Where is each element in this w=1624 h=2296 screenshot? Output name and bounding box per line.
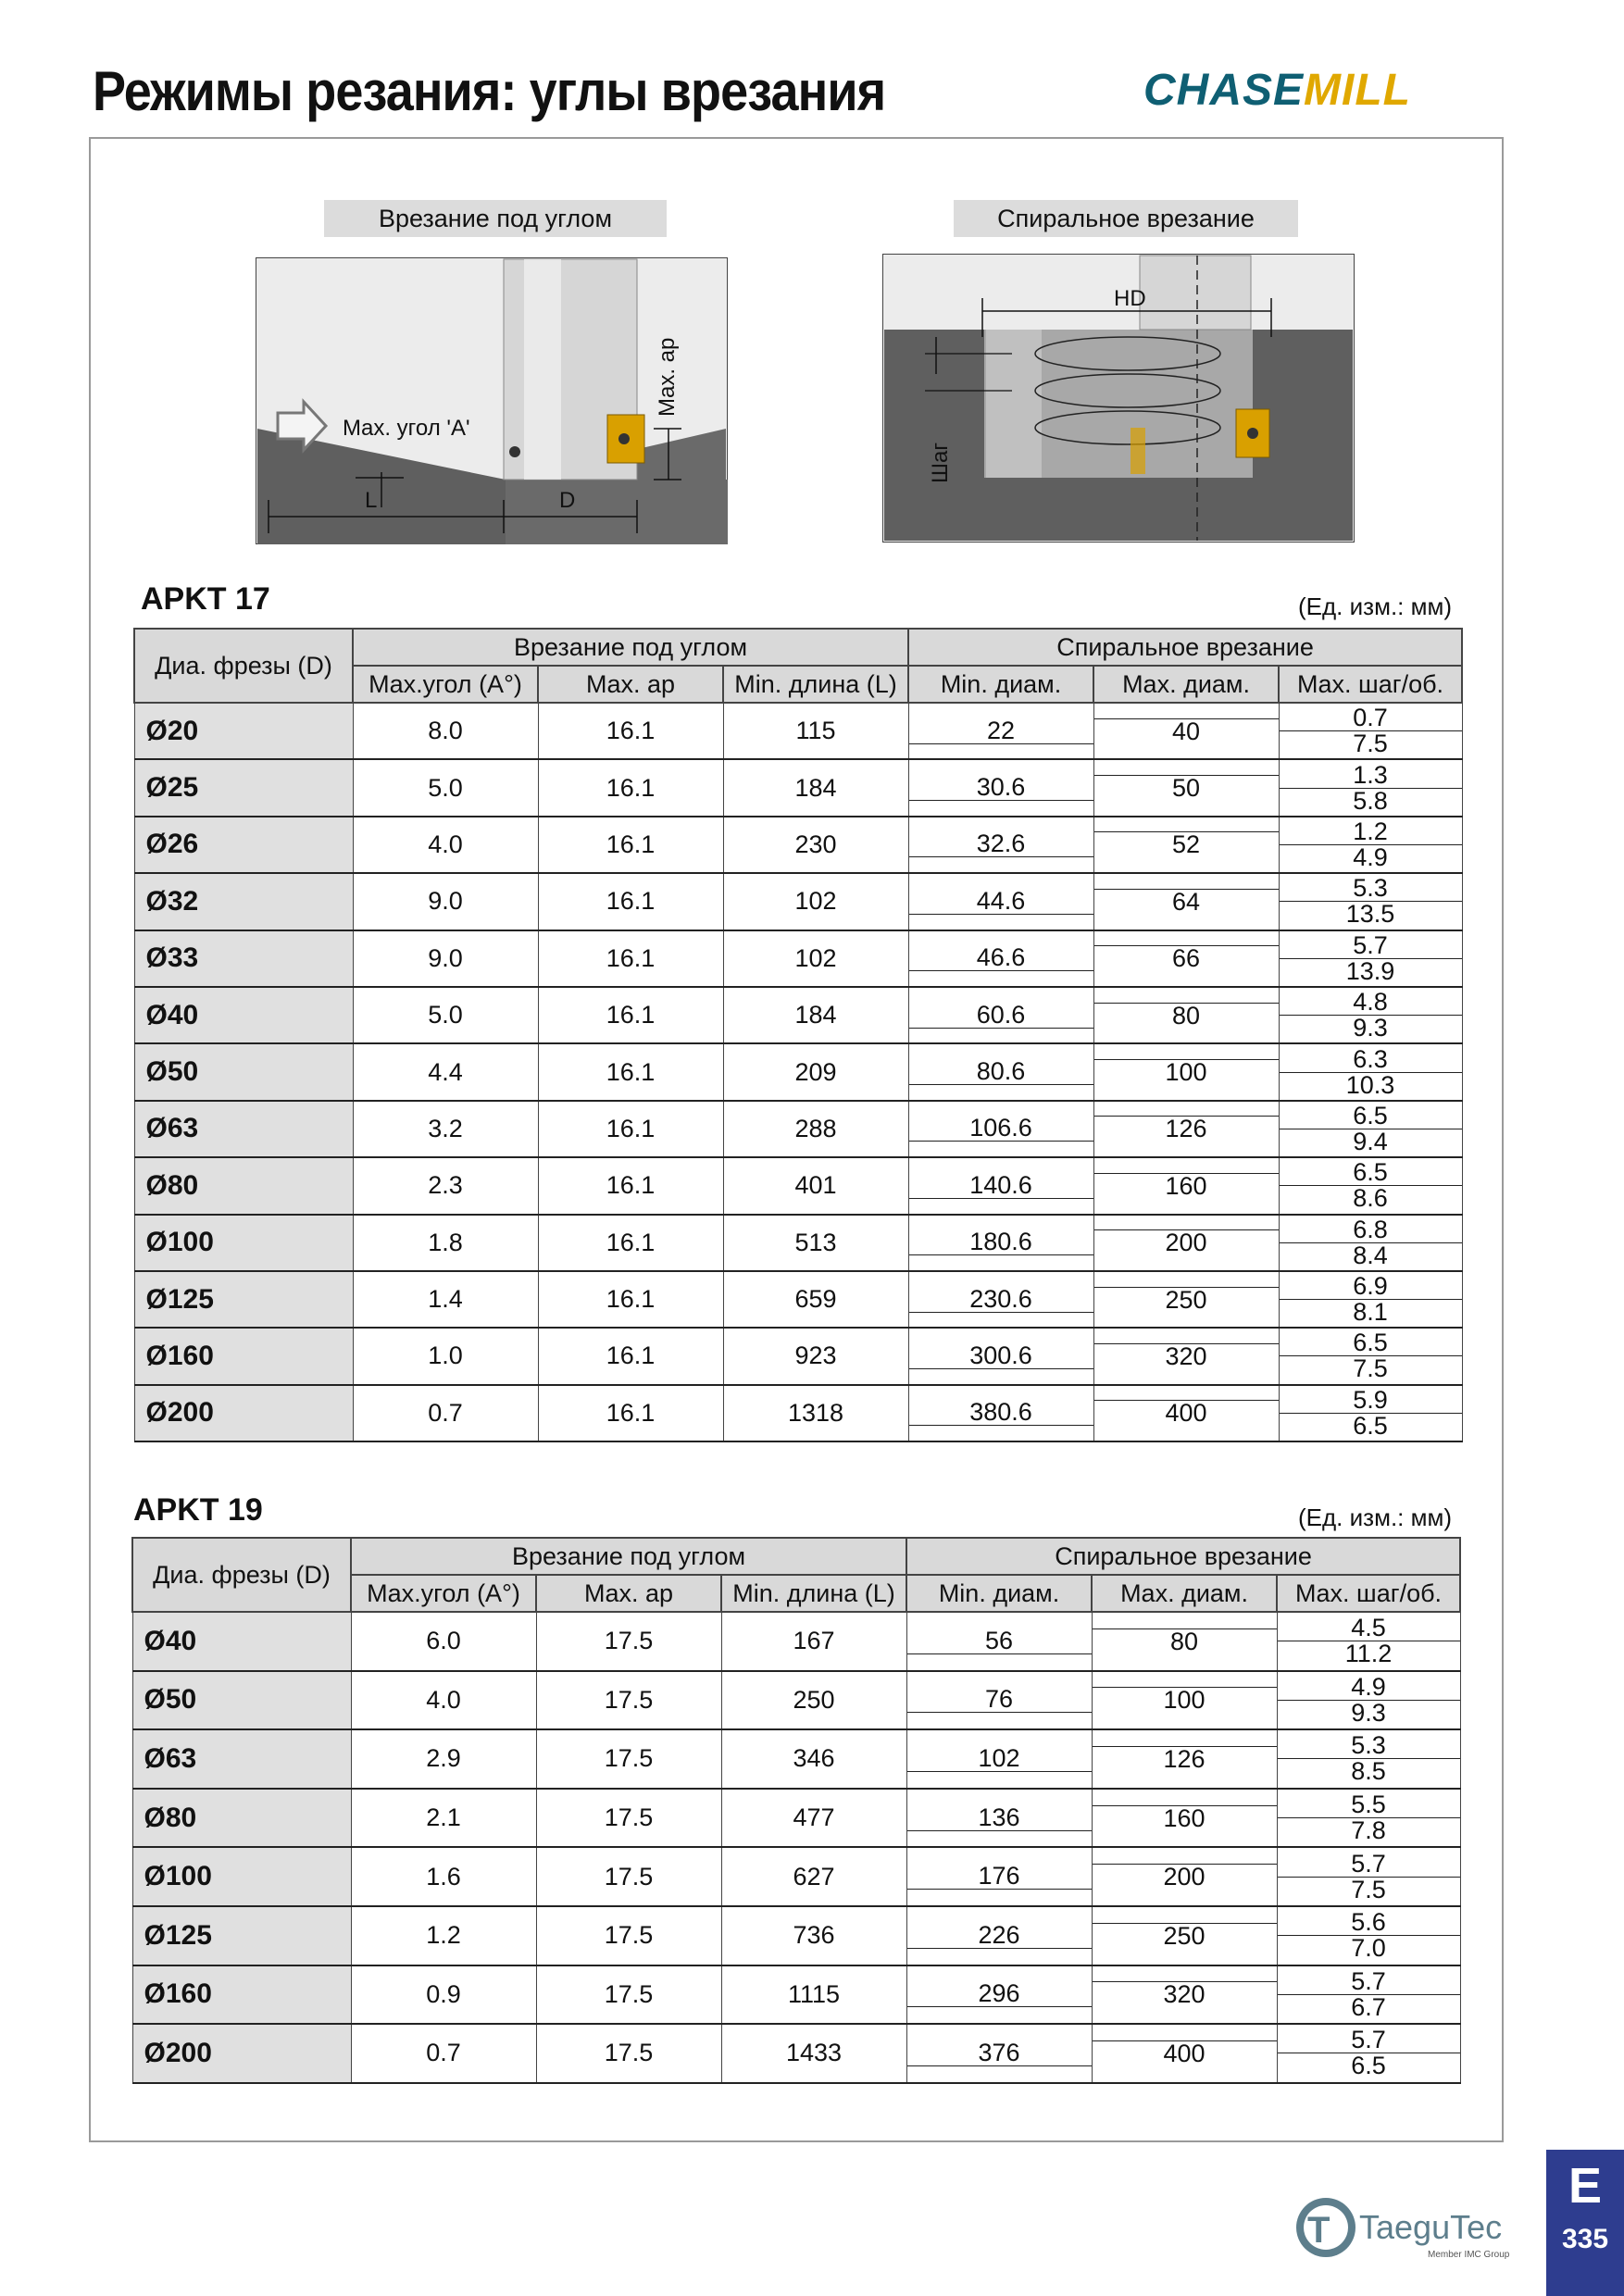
- max-angle-value: 2.1: [351, 1789, 536, 1848]
- cutter-diameter: Ø40: [132, 1612, 351, 1671]
- pitch-min-value: 0.7: [1280, 705, 1462, 731]
- max-dia-value: 200: [1165, 1229, 1207, 1257]
- pitch-cell: [1279, 817, 1462, 873]
- cutter-diameter: Ø100: [134, 1215, 353, 1271]
- max-ap-value: 16.1: [538, 1328, 723, 1384]
- table-row: [134, 930, 1462, 987]
- max-dia-cell: [1093, 930, 1279, 987]
- min-length-value: 627: [721, 1847, 906, 1906]
- max-angle-value: 0.7: [353, 1385, 538, 1441]
- min-dia-cell: [908, 759, 1093, 816]
- header-min-length: Min. длина (L): [723, 666, 908, 703]
- header-max-dia: Max. диам.: [1092, 1575, 1277, 1612]
- max-dia-cell: [1092, 1612, 1277, 1671]
- header-max-dia: Max. диам.: [1093, 666, 1279, 703]
- pitch-max-value: 7.5: [1353, 730, 1388, 758]
- max-ap-value: 16.1: [538, 987, 723, 1043]
- pitch-max-value: 7.8: [1351, 1816, 1386, 1845]
- taegutec-logo-name: TaeguTec: [1359, 2208, 1503, 2246]
- min-length-value: 167: [721, 1612, 906, 1671]
- pitch-max-value: 10.3: [1345, 1070, 1395, 1099]
- table-row: [134, 1385, 1462, 1441]
- max-angle-value: 4.4: [353, 1043, 538, 1100]
- table-row: [134, 817, 1462, 873]
- min-dia-value: 46.6: [909, 945, 1093, 971]
- min-dia-value: 76: [907, 1687, 1092, 1713]
- max-dia-cell: [1093, 1157, 1279, 1214]
- min-length-value: 102: [723, 873, 908, 930]
- max-dia-value: 80: [1172, 1001, 1201, 1029]
- pitch-cell: [1279, 1043, 1462, 1100]
- min-dia-cell: [908, 1271, 1093, 1328]
- header-max-ap: Max. ap: [538, 666, 723, 703]
- pitch-cell: [1277, 1729, 1460, 1789]
- pitch-cell: [1277, 1671, 1460, 1730]
- min-dia-value: 380.6: [909, 1400, 1093, 1426]
- max-angle-value: 0.9: [351, 1965, 536, 2025]
- pitch-cell: [1279, 987, 1462, 1043]
- max-ap-value: 16.1: [538, 873, 723, 930]
- pitch-cell: [1277, 1847, 1460, 1906]
- logo-text-mill: MILL: [1304, 66, 1411, 115]
- pitch-cell: [1279, 1215, 1462, 1271]
- pitch-min-value: 1.2: [1280, 819, 1462, 845]
- max-ap-value: 16.1: [538, 1043, 723, 1100]
- max-ap-value: 16.1: [538, 1271, 723, 1328]
- cutter-diameter: Ø125: [132, 1906, 351, 1965]
- cutter-diameter: Ø80: [134, 1157, 353, 1214]
- max-dia-cell: [1092, 1965, 1277, 2025]
- min-dia-cell: [908, 1328, 1093, 1384]
- max-dia-value: 80: [1170, 1627, 1199, 1655]
- min-dia-cell: [906, 1671, 1092, 1730]
- header-max-angle: Max.угол (A°): [353, 666, 538, 703]
- diameter-d-label: D: [559, 488, 576, 513]
- pitch-min-value: 5.3: [1278, 1733, 1460, 1759]
- pitch-cell: [1279, 1328, 1462, 1384]
- header-min-dia: Min. диам.: [908, 666, 1093, 703]
- max-dia-cell: [1093, 1215, 1279, 1271]
- length-l-label: L: [365, 488, 378, 513]
- max-ap-value: 17.5: [536, 1965, 721, 2025]
- section-letter: E: [1568, 2158, 1603, 2214]
- pitch-min-value: 4.8: [1280, 990, 1462, 1016]
- header-max-pitch: Max. шаг/об.: [1279, 666, 1462, 703]
- pitch-cell: [1279, 1271, 1462, 1328]
- max-dia-value: 160: [1163, 1803, 1206, 1832]
- header-max-pitch: Max. шаг/об.: [1277, 1575, 1460, 1612]
- max-dia-cell: [1093, 1385, 1279, 1441]
- min-dia-cell: [906, 1847, 1092, 1906]
- table-row: [134, 1157, 1462, 1214]
- ramping-diagram: [256, 257, 728, 544]
- max-dia-cell: [1093, 1328, 1279, 1384]
- table-row: [132, 1671, 1460, 1730]
- min-length-value: 1433: [721, 2024, 906, 2083]
- header-helix-group: Спиральное врезание: [908, 629, 1462, 666]
- pitch-max-value: 6.5: [1353, 1411, 1388, 1440]
- max-dia-cell: [1093, 759, 1279, 816]
- pitch-max-value: 7.5: [1353, 1354, 1388, 1383]
- min-dia-cell: [908, 873, 1093, 930]
- min-dia-cell: [908, 1043, 1093, 1100]
- max-ap-value: 17.5: [536, 2024, 721, 2083]
- min-dia-cell: [906, 1729, 1092, 1789]
- table-row: [132, 1965, 1460, 2025]
- max-angle-value: 8.0: [353, 703, 538, 759]
- min-length-value: 115: [723, 703, 908, 759]
- min-dia-value: 22: [909, 718, 1093, 744]
- min-dia-cell: [908, 1385, 1093, 1441]
- min-length-value: 230: [723, 817, 908, 873]
- min-dia-value: 102: [907, 1746, 1092, 1772]
- max-dia-value: 66: [1172, 944, 1201, 973]
- max-angle-label: Max. угол 'A': [343, 416, 470, 441]
- taegutec-logo: [1289, 2183, 1520, 2266]
- ramping-caption: Врезание под углом: [324, 200, 667, 237]
- min-dia-value: 44.6: [909, 889, 1093, 915]
- table2-units: (Ед. изм.: мм): [1298, 1504, 1453, 1531]
- table-row: [132, 1789, 1460, 1848]
- min-dia-value: 136: [907, 1805, 1092, 1831]
- pitch-min-value: 5.5: [1278, 1792, 1460, 1818]
- table-row: [134, 759, 1462, 816]
- min-dia-value: 300.6: [909, 1343, 1093, 1369]
- pitch-cell: [1277, 1965, 1460, 2025]
- max-dia-cell: [1092, 1847, 1277, 1906]
- max-dia-cell: [1093, 1271, 1279, 1328]
- min-length-value: 346: [721, 1729, 906, 1789]
- min-dia-value: 30.6: [909, 775, 1093, 801]
- cutter-diameter: Ø26: [134, 817, 353, 873]
- pitch-max-value: 4.9: [1353, 842, 1388, 871]
- cutter-diameter: Ø125: [134, 1271, 353, 1328]
- max-dia-value: 100: [1165, 1058, 1207, 1087]
- chasemill-logo: [1143, 65, 1514, 130]
- table-row: [132, 2024, 1460, 2083]
- table1-title: APKT 17: [141, 581, 270, 617]
- max-angle-value: 3.2: [353, 1101, 538, 1157]
- header-helix-group: Спиральное врезание: [906, 1538, 1460, 1575]
- max-dia-cell: [1093, 1101, 1279, 1157]
- max-angle-value: 0.7: [351, 2024, 536, 2083]
- max-ap-value: 16.1: [538, 1157, 723, 1214]
- min-dia-value: 32.6: [909, 831, 1093, 857]
- header-min-dia: Min. диам.: [906, 1575, 1092, 1612]
- table2-title: APKT 19: [133, 1492, 263, 1528]
- pitch-cell: [1279, 873, 1462, 930]
- max-dia-value: 250: [1163, 1921, 1206, 1950]
- max-dia-value: 126: [1165, 1115, 1207, 1143]
- pitch-min-value: 6.5: [1280, 1160, 1462, 1186]
- header-dia: Диа. фрезы (D): [132, 1538, 351, 1612]
- header-max-ap: Max. ap: [536, 1575, 721, 1612]
- pitch-min-value: 5.7: [1278, 1852, 1460, 1878]
- pitch-min-value: 1.3: [1280, 763, 1462, 789]
- max-dia-value: 50: [1172, 774, 1201, 803]
- pitch-max-value: 13.9: [1345, 956, 1395, 985]
- pitch-cell: [1279, 1157, 1462, 1214]
- max-dia-cell: [1092, 1671, 1277, 1730]
- max-dia-value: 64: [1172, 887, 1201, 916]
- max-dia-value: 250: [1165, 1285, 1207, 1314]
- min-length-value: 1318: [723, 1385, 908, 1441]
- pitch-max-value: 7.0: [1351, 1934, 1386, 1963]
- max-ap-value: 17.5: [536, 1789, 721, 1848]
- max-angle-value: 4.0: [353, 817, 538, 873]
- table1-units: (Ед. изм.: мм): [1298, 593, 1453, 620]
- table-row: [134, 1101, 1462, 1157]
- max-dia-cell: [1092, 1789, 1277, 1848]
- min-dia-value: 176: [907, 1864, 1092, 1890]
- min-length-value: 102: [723, 930, 908, 987]
- table-row: [134, 1328, 1462, 1384]
- pitch-min-value: 6.8: [1280, 1217, 1462, 1243]
- page-number: 335: [1561, 2224, 1609, 2254]
- max-angle-value: 5.0: [353, 759, 538, 816]
- max-angle-value: 1.4: [353, 1271, 538, 1328]
- pitch-min-value: 5.3: [1280, 876, 1462, 902]
- cutter-diameter: Ø33: [134, 930, 353, 987]
- table-row: [134, 1043, 1462, 1100]
- cutter-diameter: Ø160: [132, 1965, 351, 2025]
- pitch-cell: [1279, 703, 1462, 759]
- min-dia-cell: [908, 1215, 1093, 1271]
- min-length-value: 184: [723, 987, 908, 1043]
- max-angle-value: 2.3: [353, 1157, 538, 1214]
- pitch-cell: [1279, 1385, 1462, 1441]
- apkt19-table: [131, 1537, 1461, 2084]
- cutter-diameter: Ø20: [134, 703, 353, 759]
- max-angle-value: 4.0: [351, 1671, 536, 1730]
- min-dia-cell: [908, 1157, 1093, 1214]
- max-dia-value: 400: [1165, 1399, 1207, 1428]
- max-ap-value: 16.1: [538, 1101, 723, 1157]
- pitch-max-value: 11.2: [1344, 1640, 1393, 1668]
- min-dia-value: 376: [907, 2040, 1092, 2066]
- header-ramp-group: Врезание под углом: [353, 629, 908, 666]
- cutter-diameter: Ø25: [134, 759, 353, 816]
- min-dia-cell: [908, 930, 1093, 987]
- max-ap-value: 17.5: [536, 1847, 721, 1906]
- pitch-min-value: 6.9: [1280, 1274, 1462, 1300]
- table-row: [134, 873, 1462, 930]
- min-length-value: 250: [721, 1671, 906, 1730]
- hd-label: HD: [1114, 286, 1146, 311]
- section-tab: [1546, 2150, 1624, 2296]
- max-dia-value: 52: [1172, 830, 1201, 859]
- min-length-value: 477: [721, 1789, 906, 1848]
- min-dia-value: 106.6: [909, 1116, 1093, 1142]
- pitch-max-value: 6.7: [1351, 1992, 1386, 2021]
- cutter-diameter: Ø50: [132, 1671, 351, 1730]
- max-dia-cell: [1093, 703, 1279, 759]
- header-max-angle: Max.угол (A°): [351, 1575, 536, 1612]
- pitch-min-value: 5.7: [1280, 933, 1462, 959]
- max-ap-value: 16.1: [538, 759, 723, 816]
- cutter-diameter: Ø200: [134, 1385, 353, 1441]
- cutter-diameter: Ø63: [134, 1101, 353, 1157]
- table-row: [132, 1847, 1460, 1906]
- pitch-max-value: 8.5: [1351, 1757, 1386, 1786]
- header-dia: Диа. фрезы (D): [134, 629, 353, 703]
- max-ap-value: 16.1: [538, 703, 723, 759]
- max-dia-cell: [1093, 817, 1279, 873]
- apkt17-body: [134, 703, 1462, 1441]
- max-ap-label: Max. ap: [655, 337, 680, 417]
- table-row: [132, 1612, 1460, 1671]
- min-length-value: 209: [723, 1043, 908, 1100]
- cutter-diameter: Ø63: [132, 1729, 351, 1789]
- cutter-diameter: Ø40: [134, 987, 353, 1043]
- min-dia-cell: [906, 1612, 1092, 1671]
- min-length-value: 401: [723, 1157, 908, 1214]
- svg-text:T: T: [1307, 2210, 1330, 2251]
- max-dia-value: 200: [1163, 1863, 1206, 1891]
- pitch-min-value: 5.7: [1278, 2028, 1460, 2053]
- pitch-cell: [1279, 1101, 1462, 1157]
- min-dia-value: 140.6: [909, 1173, 1093, 1199]
- pitch-max-value: 5.8: [1353, 786, 1388, 815]
- min-dia-value: 56: [907, 1628, 1092, 1654]
- table-row: [134, 703, 1462, 759]
- pitch-cell: [1277, 1612, 1460, 1671]
- min-length-value: 923: [723, 1328, 908, 1384]
- pitch-cell: [1277, 2024, 1460, 2083]
- header-min-length: Min. длина (L): [721, 1575, 906, 1612]
- max-dia-value: 320: [1163, 1980, 1206, 2009]
- min-length-value: 513: [723, 1215, 908, 1271]
- pitch-min-value: 6.5: [1280, 1104, 1462, 1129]
- min-dia-cell: [906, 1906, 1092, 1965]
- max-dia-value: 400: [1163, 2039, 1206, 2067]
- max-dia-cell: [1092, 1729, 1277, 1789]
- min-dia-cell: [908, 703, 1093, 759]
- apkt19-body: [132, 1612, 1460, 2083]
- min-dia-value: 80.6: [909, 1059, 1093, 1085]
- cutter-diameter: Ø32: [134, 873, 353, 930]
- pitch-min-value: 6.5: [1280, 1330, 1462, 1356]
- min-dia-value: 226: [907, 1923, 1092, 1949]
- max-angle-value: 5.0: [353, 987, 538, 1043]
- cutter-diameter: Ø100: [132, 1847, 351, 1906]
- max-ap-value: 16.1: [538, 817, 723, 873]
- pitch-max-value: 8.6: [1353, 1184, 1388, 1213]
- max-ap-value: 17.5: [536, 1729, 721, 1789]
- min-dia-value: 230.6: [909, 1287, 1093, 1313]
- max-ap-value: 17.5: [536, 1671, 721, 1730]
- apkt17-table: [133, 628, 1463, 1442]
- pitch-max-value: 13.5: [1345, 900, 1395, 929]
- max-ap-value: 17.5: [536, 1612, 721, 1671]
- cutter-diameter: Ø50: [134, 1043, 353, 1100]
- max-angle-value: 9.0: [353, 873, 538, 930]
- table-row: [134, 1271, 1462, 1328]
- pitch-max-value: 9.3: [1351, 1698, 1386, 1727]
- max-dia-value: 160: [1165, 1171, 1207, 1200]
- pitch-min-value: 4.5: [1278, 1616, 1460, 1641]
- pitch-cell: [1277, 1906, 1460, 1965]
- min-length-value: 736: [721, 1906, 906, 1965]
- table-row: [134, 1215, 1462, 1271]
- max-angle-value: 6.0: [351, 1612, 536, 1671]
- max-dia-cell: [1092, 2024, 1277, 2083]
- pitch-cell: [1279, 930, 1462, 987]
- max-dia-value: 126: [1163, 1744, 1206, 1773]
- pitch-max-value: 8.4: [1353, 1241, 1388, 1269]
- min-length-value: 184: [723, 759, 908, 816]
- min-length-value: 288: [723, 1101, 908, 1157]
- pitch-max-value: 9.3: [1353, 1014, 1388, 1042]
- min-length-value: 659: [723, 1271, 908, 1328]
- max-dia-value: 40: [1172, 717, 1201, 745]
- max-ap-value: 17.5: [536, 1906, 721, 1965]
- pitch-min-value: 4.9: [1278, 1675, 1460, 1701]
- logo-text-chase: CHASE: [1143, 66, 1305, 115]
- header-ramp-group: Врезание под углом: [351, 1538, 906, 1575]
- min-dia-cell: [906, 2024, 1092, 2083]
- pitch-min-value: 5.9: [1280, 1388, 1462, 1414]
- max-dia-value: 100: [1163, 1686, 1206, 1715]
- max-dia-cell: [1093, 873, 1279, 930]
- taegutec-logo-sub: Member IMC Group: [1428, 2250, 1510, 2260]
- pitch-cell: [1279, 759, 1462, 816]
- pitch-max-value: 7.5: [1351, 1875, 1386, 1903]
- pitch-min-value: 6.3: [1280, 1047, 1462, 1073]
- cutter-diameter: Ø80: [132, 1789, 351, 1848]
- max-angle-value: 1.6: [351, 1847, 536, 1906]
- max-angle-value: 1.0: [353, 1328, 538, 1384]
- table-row: [132, 1906, 1460, 1965]
- pitch-min-value: 5.6: [1278, 1910, 1460, 1936]
- helical-diagram: [882, 254, 1355, 543]
- min-dia-cell: [906, 1965, 1092, 2025]
- min-dia-cell: [908, 987, 1093, 1043]
- max-angle-value: 9.0: [353, 930, 538, 987]
- min-length-value: 1115: [721, 1965, 906, 2025]
- table-row: [134, 987, 1462, 1043]
- pitch-max-value: 9.4: [1353, 1127, 1388, 1155]
- cutter-diameter: Ø160: [134, 1328, 353, 1384]
- pitch-max-value: 8.1: [1353, 1298, 1388, 1327]
- min-dia-value: 296: [907, 1981, 1092, 2007]
- min-dia-cell: [908, 817, 1093, 873]
- max-angle-value: 1.8: [353, 1215, 538, 1271]
- max-ap-value: 16.1: [538, 1215, 723, 1271]
- pitch-cell: [1277, 1789, 1460, 1848]
- page-title: Режимы резания: углы врезания: [93, 60, 886, 122]
- max-dia-cell: [1093, 1043, 1279, 1100]
- cutter-diameter: Ø200: [132, 2024, 351, 2083]
- min-dia-cell: [908, 1101, 1093, 1157]
- max-dia-cell: [1092, 1906, 1277, 1965]
- table-row: [132, 1729, 1460, 1789]
- max-ap-value: 16.1: [538, 1385, 723, 1441]
- helical-caption: Спиральное врезание: [954, 200, 1298, 237]
- max-dia-value: 320: [1165, 1341, 1207, 1370]
- pitch-max-value: 6.5: [1351, 2052, 1386, 2080]
- min-dia-cell: [906, 1789, 1092, 1848]
- min-dia-value: 180.6: [909, 1229, 1093, 1255]
- pitch-min-value: 5.7: [1278, 1969, 1460, 1995]
- max-angle-value: 1.2: [351, 1906, 536, 1965]
- pitch-label: Шаг: [928, 442, 953, 483]
- max-ap-value: 16.1: [538, 930, 723, 987]
- max-angle-value: 2.9: [351, 1729, 536, 1789]
- max-dia-cell: [1093, 987, 1279, 1043]
- min-dia-value: 60.6: [909, 1003, 1093, 1029]
